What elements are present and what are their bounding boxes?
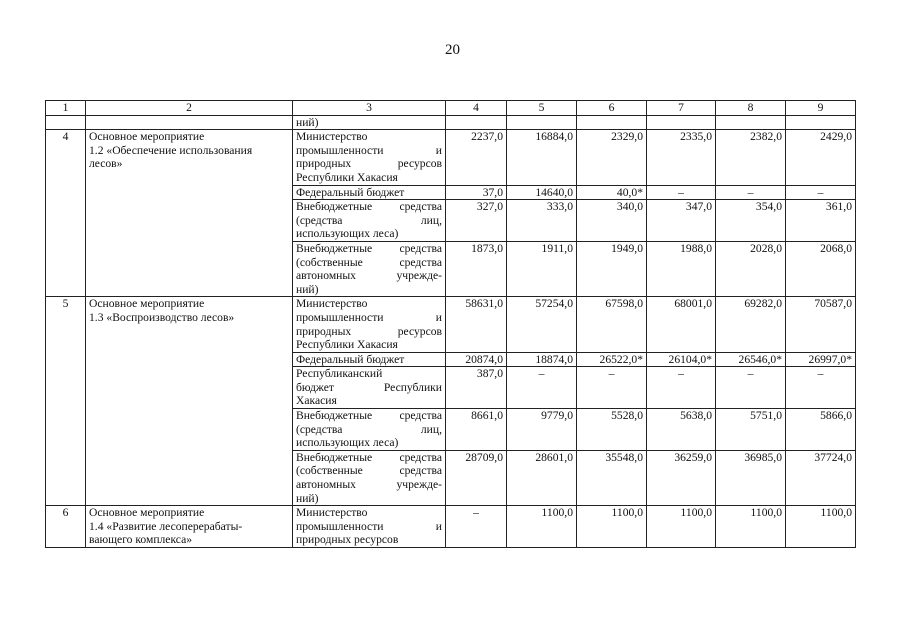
header-cell: 2	[86, 101, 293, 116]
funding-source-line: Внебюджетные средства	[296, 450, 442, 464]
funding-source-text	[296, 451, 442, 505]
value-cell: 2028,0	[716, 241, 786, 296]
funding-source-cell	[293, 185, 446, 200]
funding-source-line: использующих леса)	[296, 227, 399, 241]
funding-source-text	[296, 130, 442, 184]
funding-source-cell	[293, 241, 446, 296]
funding-source-cell	[293, 130, 446, 185]
value-cell: –	[716, 367, 786, 409]
value-cell: 347,0	[647, 200, 716, 242]
value-cell: 68001,0	[647, 297, 716, 352]
value-cell: 18874,0	[507, 352, 577, 367]
value-cell: 70587,0	[786, 297, 856, 352]
funding-source-line: Министерство	[296, 130, 368, 144]
value-cell: 1100,0	[716, 506, 786, 548]
value-cell	[507, 115, 577, 130]
funding-source-text	[296, 186, 442, 200]
funding-source-line: (средства лиц,	[296, 213, 442, 227]
table-body	[46, 101, 856, 548]
funding-source-text	[296, 242, 442, 296]
funding-source-cell	[293, 409, 446, 451]
header-cell: 8	[716, 101, 786, 116]
activity-name-line: Основное мероприятие	[89, 506, 205, 520]
funding-source-line: Внебюджетные средства	[296, 200, 442, 214]
activity-name-cell	[86, 506, 293, 548]
number-cell	[46, 115, 86, 130]
header-cell: 1	[46, 101, 86, 116]
value-cell: –	[716, 185, 786, 200]
funding-source-line: бюджет Республики	[296, 380, 442, 394]
funding-source-line: промышленности и	[296, 519, 442, 533]
value-cell: 2237,0	[446, 130, 507, 185]
funding-source-line: Федеральный бюджет	[296, 185, 405, 199]
funding-source-text	[296, 367, 442, 408]
item-number-cell: 4	[46, 130, 86, 297]
value-cell: 1100,0	[577, 506, 647, 548]
value-cell: 40,0*	[577, 185, 647, 200]
header-cell: 3	[293, 101, 446, 116]
header-cell: 4	[446, 101, 507, 116]
value-cell: 1100,0	[786, 506, 856, 548]
value-cell: 26997,0*	[786, 352, 856, 367]
funding-source-line: Министерство	[296, 297, 368, 311]
value-cell	[446, 115, 507, 130]
activity-name-line: Основное мероприятие	[89, 130, 205, 144]
funding-source-line: Министерство	[296, 506, 368, 520]
activity-name-line: 1.2 «Обеспечение использования	[89, 143, 253, 157]
value-cell: 1100,0	[647, 506, 716, 548]
funding-source-line: природных ресурсов	[296, 533, 399, 547]
value-cell: 28709,0	[446, 450, 507, 505]
funding-source-cell	[293, 450, 446, 505]
continuation-row	[46, 115, 856, 130]
funding-source-line: (средства лиц,	[296, 422, 442, 436]
value-cell: 340,0	[577, 200, 647, 242]
funding-source-line: Республики Хакасия	[296, 170, 398, 184]
item-number-cell: 6	[46, 506, 86, 548]
funding-source-line: Федеральный бюджет	[296, 352, 405, 366]
table-row	[46, 506, 856, 548]
value-cell: 16884,0	[507, 130, 577, 185]
value-cell: 361,0	[786, 200, 856, 242]
value-cell: 333,0	[507, 200, 577, 242]
value-cell	[577, 115, 647, 130]
funding-source-line: промышленности и	[296, 143, 442, 157]
value-cell: –	[507, 367, 577, 409]
funding-source-text	[296, 200, 442, 241]
budget-table	[45, 100, 856, 548]
activity-name-line: лесов»	[89, 157, 123, 171]
value-cell: 2335,0	[647, 130, 716, 185]
funding-source-line: природных ресурсов	[296, 157, 442, 171]
activity-name-line: 1.3 «Воспроизводство лесов»	[89, 310, 235, 324]
value-cell: 387,0	[446, 367, 507, 409]
value-cell: –	[647, 185, 716, 200]
value-cell: 1988,0	[647, 241, 716, 296]
value-cell: 26104,0*	[647, 352, 716, 367]
funding-source-line: Республиканский	[296, 367, 383, 381]
value-cell: –	[786, 367, 856, 409]
value-cell: 1873,0	[446, 241, 507, 296]
value-cell: –	[577, 367, 647, 409]
value-cell: 327,0	[446, 200, 507, 242]
value-cell: 354,0	[716, 200, 786, 242]
funding-source-text	[296, 506, 442, 547]
value-cell: 1911,0	[507, 241, 577, 296]
header-cell: 5	[507, 101, 577, 116]
header-row	[46, 101, 856, 116]
funding-source-line: (собственные средства	[296, 255, 442, 269]
value-cell: 36985,0	[716, 450, 786, 505]
funding-source-line: ний)	[296, 282, 319, 296]
funding-source-line: автономных учрежде-	[296, 478, 442, 492]
activity-name-cell	[86, 297, 293, 506]
value-cell	[716, 115, 786, 130]
value-cell: 37724,0	[786, 450, 856, 505]
value-cell: 67598,0	[577, 297, 647, 352]
activity-name-line: Основное мероприятие	[89, 297, 205, 311]
value-cell: 69282,0	[716, 297, 786, 352]
value-cell: 2068,0	[786, 241, 856, 296]
value-cell: 8661,0	[446, 409, 507, 451]
funding-source-text	[296, 353, 442, 367]
funding-source-cell: ний)	[293, 115, 446, 130]
funding-source-cell	[293, 367, 446, 409]
page-number: 20	[445, 42, 460, 58]
header-cell: 7	[647, 101, 716, 116]
activity-name-cell	[86, 130, 293, 297]
value-cell: 5638,0	[647, 409, 716, 451]
funding-source-line: Республики Хакасия	[296, 338, 398, 352]
funding-source-line: автономных учрежде-	[296, 269, 442, 283]
value-cell: 9779,0	[507, 409, 577, 451]
funding-source-line: ний)	[296, 491, 319, 505]
funding-source-text	[296, 409, 442, 450]
funding-source-cell	[293, 200, 446, 242]
value-cell: 1949,0	[577, 241, 647, 296]
value-cell: 26546,0*	[716, 352, 786, 367]
value-cell: 26522,0*	[577, 352, 647, 367]
funding-source-line: Внебюджетные средства	[296, 241, 442, 255]
value-cell	[786, 115, 856, 130]
funding-source-cell	[293, 352, 446, 367]
value-cell: –	[786, 185, 856, 200]
value-cell: 37,0	[446, 185, 507, 200]
value-cell: 5751,0	[716, 409, 786, 451]
value-cell: 28601,0	[507, 450, 577, 505]
value-cell: 36259,0	[647, 450, 716, 505]
funding-source-text	[296, 297, 442, 351]
activity-name-line: вающего комплекса»	[89, 533, 193, 547]
funding-source-cell	[293, 297, 446, 352]
value-cell: 5866,0	[786, 409, 856, 451]
funding-source-cell	[293, 506, 446, 548]
value-cell: –	[446, 506, 507, 548]
funding-source-line: (собственные средства	[296, 464, 442, 478]
value-cell: –	[647, 367, 716, 409]
value-cell: 1100,0	[507, 506, 577, 548]
table-row	[46, 130, 856, 185]
value-cell: 20874,0	[446, 352, 507, 367]
value-cell: 2329,0	[577, 130, 647, 185]
funding-source-line: промышленности и	[296, 310, 442, 324]
value-cell: 2429,0	[786, 130, 856, 185]
value-cell: 5528,0	[577, 409, 647, 451]
funding-source-line: Внебюджетные средства	[296, 409, 442, 423]
value-cell: 14640,0	[507, 185, 577, 200]
value-cell: 2382,0	[716, 130, 786, 185]
activity-name-line: 1.4 «Развитие лесоперерабаты-	[89, 519, 243, 533]
value-cell: 58631,0	[446, 297, 507, 352]
value-cell: 57254,0	[507, 297, 577, 352]
header-cell: 6	[577, 101, 647, 116]
value-cell	[647, 115, 716, 130]
funding-source-line: Хакасия	[296, 394, 337, 408]
funding-source-line: природных ресурсов	[296, 324, 442, 338]
funding-source-line: использующих леса)	[296, 436, 399, 450]
header-cell: 9	[786, 101, 856, 116]
value-cell: 35548,0	[577, 450, 647, 505]
activity-cell	[86, 115, 293, 130]
item-number-cell: 5	[46, 297, 86, 506]
table-row	[46, 297, 856, 352]
